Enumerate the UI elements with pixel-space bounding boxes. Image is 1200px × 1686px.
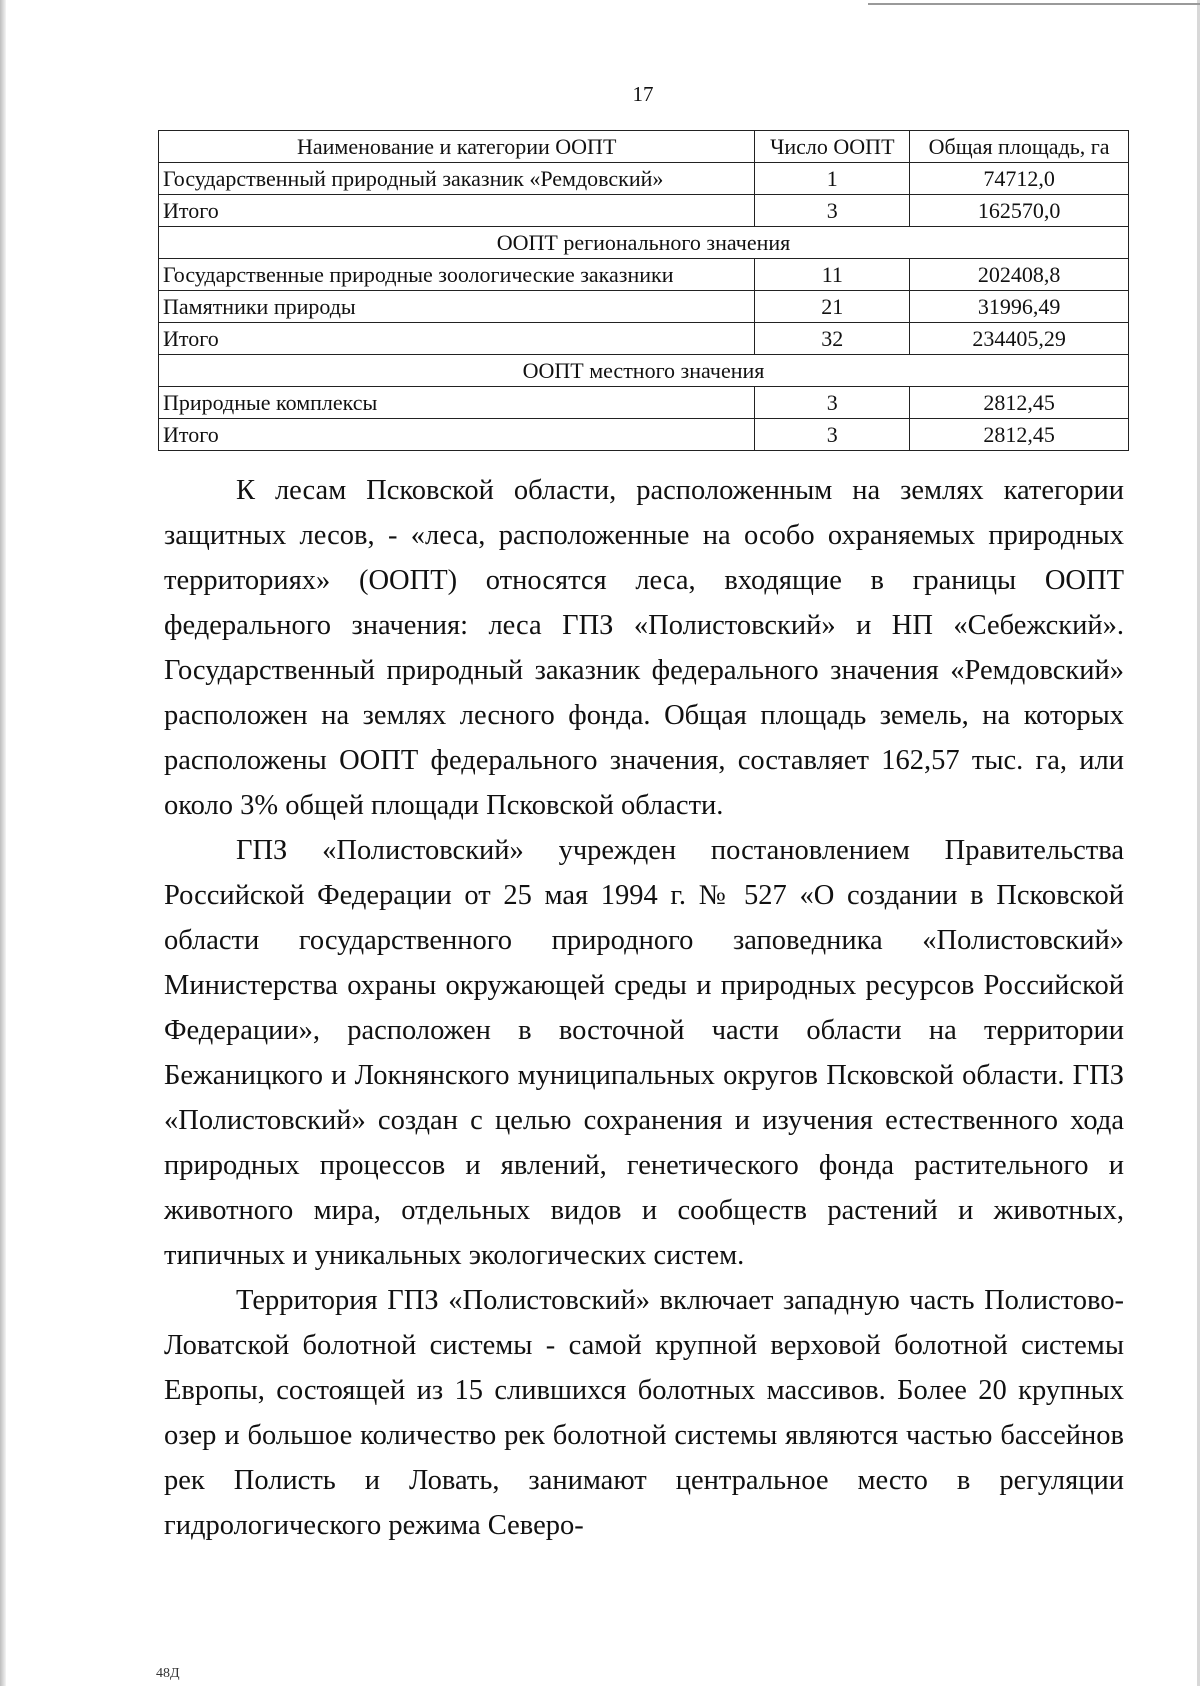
row-name: Итого — [159, 419, 755, 451]
row-count: 11 — [755, 259, 910, 291]
row-area: 2812,45 — [910, 419, 1129, 451]
top-rule — [868, 3, 1200, 5]
table-row — [159, 259, 1129, 291]
row-count: 3 — [755, 419, 910, 451]
row-count: 32 — [755, 323, 910, 355]
table-row — [159, 323, 1129, 355]
scan-edge-left — [0, 0, 6, 1686]
paragraph-3: Территория ГПЗ «Полистовский» включает западную часть Полистово-Ловатской болотной системы - самой крупной верховой болотной системы Европы, состоящей из 15 слившихся болотных массивов. Более 20 крупных озер и большое количество рек болотной системы являются частью бассейнов рек Полисть и Ловать, занимают центральное место в регуляции гидрологического режима Северо- — [164, 1285, 1124, 1541]
row-count: 1 — [755, 163, 910, 195]
row-area: 2812,45 — [910, 387, 1129, 419]
table-row — [159, 419, 1129, 451]
body-text — [164, 468, 1124, 1548]
row-name: Итого — [159, 195, 755, 227]
row-area: 202408,8 — [910, 259, 1129, 291]
table-row — [159, 291, 1129, 323]
row-area: 31996,49 — [910, 291, 1129, 323]
paragraph-2: ГПЗ «Полистовский» учрежден постановлением Правительства Российской Федерации от 25 мая 1994 г. № 527 «О создании в Псковской области государственного природного заповедника «Полистовский» Министерства охраны окружающей среды и природных ресурсов Российской Федерации», расположен в восточной части области на территории Бежаницкого и Локнянского муниципальных округов Псковской области. ГПЗ «Полистовский» создан с целью сохранения и изучения естественного хода природных процессов и явлений, генетического фонда растительного и животного мира, отдельных видов и сообществ растений и животных, типичных и уникальных экологических систем. — [164, 835, 1124, 1271]
table-row — [159, 163, 1129, 195]
row-count: 3 — [755, 195, 910, 227]
row-area: 234405,29 — [910, 323, 1129, 355]
row-name: Государственный природный заказник «Ремдовский» — [159, 163, 755, 195]
paragraph-1: К лесам Псковской области, расположенным на землях категории защитных лесов, - «леса, расположенные на особо охраняемых природных территориях» (ООПТ) относятся леса, входящие в границы ООПТ федерального значения: леса ГПЗ «Полистовский» и НП «Себежский». Государственный природный заказник федерального значения «Ремдовский» расположен на землях лесного фонда. Общая площадь земель, на которых расположены ООПТ федерального значения, составляет 162,57 тыс. га, или около 3% общей площади Псковской области. — [164, 475, 1124, 821]
row-area: 74712,0 — [910, 163, 1129, 195]
row-name: Государственные природные зоологические заказники — [159, 259, 755, 291]
row-count: 3 — [755, 387, 910, 419]
header-area: Общая площадь, га — [910, 131, 1129, 163]
page-number: 17 — [632, 82, 654, 106]
row-name: Памятники природы — [159, 291, 755, 323]
header-count: Число ООПТ — [755, 131, 910, 163]
section-title: ООПТ регионального значения — [159, 227, 1129, 259]
row-name: Итого — [159, 323, 755, 355]
table-row — [159, 387, 1129, 419]
oopt-table — [158, 130, 1129, 451]
table-section-row — [159, 227, 1129, 259]
table-row — [159, 195, 1129, 227]
row-name: Природные комплексы — [159, 387, 755, 419]
table-header-row — [159, 131, 1129, 163]
section-title: ООПТ местного значения — [159, 355, 1129, 387]
row-count: 21 — [755, 291, 910, 323]
footer-mark: 48Д — [156, 1666, 180, 1681]
header-name: Наименование и категории ООПТ — [159, 131, 755, 163]
table-section-row — [159, 355, 1129, 387]
row-area: 162570,0 — [910, 195, 1129, 227]
